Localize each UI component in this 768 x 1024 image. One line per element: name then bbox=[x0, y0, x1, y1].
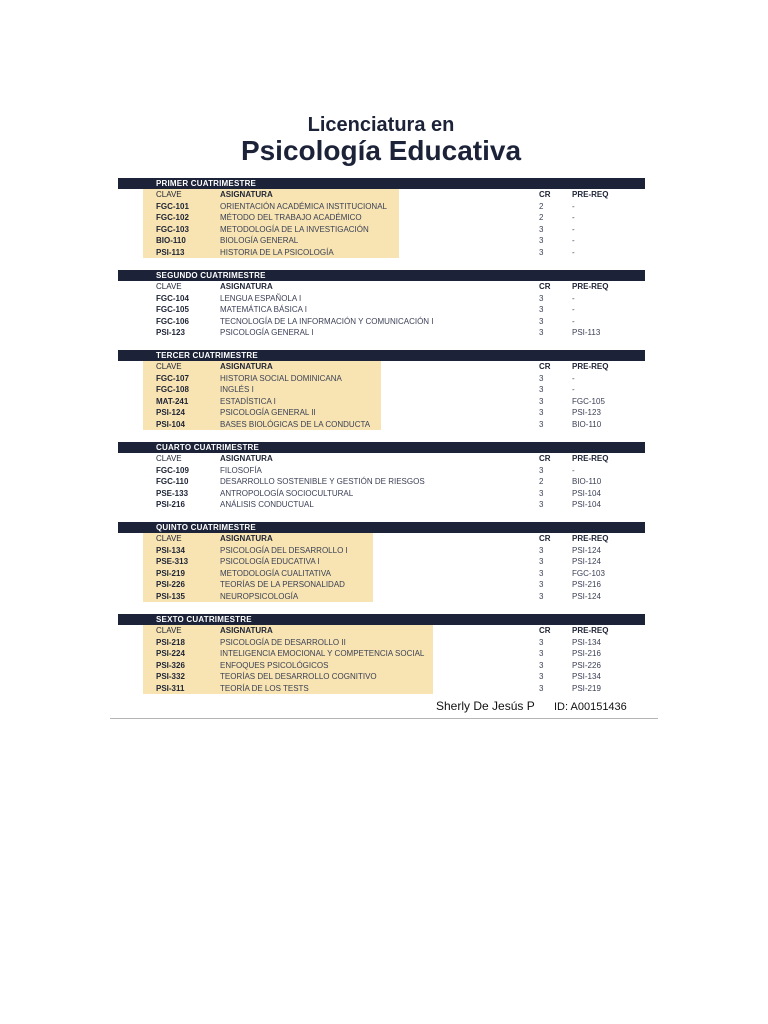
column-header-cr: CR bbox=[539, 282, 551, 291]
table-row bbox=[118, 212, 645, 224]
table-header-row bbox=[118, 281, 645, 293]
course-prereq: FGC-105 bbox=[572, 396, 605, 406]
course-credits: 3 bbox=[539, 385, 544, 394]
course-prereq: PSI-226 bbox=[572, 660, 601, 670]
table-row bbox=[118, 235, 645, 247]
course-credits: 3 bbox=[539, 672, 544, 681]
course-credits: 3 bbox=[539, 465, 544, 475]
course-credits: 3 bbox=[539, 580, 544, 589]
table-row bbox=[118, 488, 645, 500]
course-code: PSI-134 bbox=[156, 545, 185, 555]
course-prereq: - bbox=[572, 305, 575, 314]
course-prereq: PSI-104 bbox=[572, 488, 601, 498]
course-credits: 3 bbox=[539, 557, 544, 566]
table-row bbox=[118, 407, 645, 419]
column-header-asignatura: ASIGNATURA bbox=[220, 362, 273, 371]
course-credits: 3 bbox=[539, 568, 544, 578]
course-name: TEORÍAS DE LA PERSONALIDAD bbox=[220, 580, 345, 589]
semester-block bbox=[118, 178, 645, 258]
column-header-clave: CLAVE bbox=[156, 454, 182, 463]
course-name: MATEMÁTICA BÁSICA I bbox=[220, 305, 307, 314]
course-prereq: PSI-124 bbox=[572, 591, 601, 601]
column-header-prereq: PRE-REQ bbox=[572, 190, 609, 199]
course-name: FILOSOFÍA bbox=[220, 465, 262, 475]
table-header-row bbox=[118, 453, 645, 465]
table-row bbox=[118, 637, 645, 649]
course-code: PSI-311 bbox=[156, 683, 185, 693]
course-prereq: - bbox=[572, 236, 575, 245]
course-name: METODOLOGÍA DE LA INVESTIGACIÓN bbox=[220, 224, 369, 234]
column-header-clave: CLAVE bbox=[156, 534, 182, 543]
column-header-clave: CLAVE bbox=[156, 282, 182, 291]
course-credits: 3 bbox=[539, 649, 544, 658]
semester-title: PRIMER CUATRIMESTRE bbox=[118, 178, 645, 189]
course-name: INTELIGENCIA EMOCIONAL Y COMPETENCIA SOCIAL bbox=[220, 649, 425, 658]
course-code: FGC-101 bbox=[156, 201, 189, 211]
table-row bbox=[118, 648, 645, 660]
semester-title: QUINTO CUATRIMESTRE bbox=[118, 522, 645, 533]
course-code: FGC-106 bbox=[156, 316, 189, 326]
course-credits: 3 bbox=[539, 408, 544, 417]
course-code: PSI-135 bbox=[156, 591, 185, 601]
course-prereq: PSI-216 bbox=[572, 580, 601, 589]
table-row bbox=[118, 396, 645, 408]
course-code: FGC-107 bbox=[156, 373, 189, 383]
course-credits: 3 bbox=[539, 247, 544, 257]
column-header-asignatura: ASIGNATURA bbox=[220, 282, 273, 291]
course-name: NEUROPSICOLOGÍA bbox=[220, 591, 299, 601]
semester-block bbox=[118, 350, 645, 430]
column-header-asignatura: ASIGNATURA bbox=[220, 626, 273, 635]
course-name: TEORÍAS DEL DESARROLLO COGNITIVO bbox=[220, 672, 377, 681]
course-code: FGC-104 bbox=[156, 293, 189, 303]
course-credits: 3 bbox=[539, 419, 544, 429]
course-code: FGC-102 bbox=[156, 213, 189, 222]
course-code: PSI-332 bbox=[156, 672, 185, 681]
table-row bbox=[118, 591, 645, 603]
semester-title: SEXTO CUATRIMESTRE bbox=[118, 614, 645, 625]
course-name: TECNOLOGÍA DE LA INFORMACIÓN Y COMUNICACIÓN I bbox=[220, 316, 434, 326]
table-row bbox=[118, 373, 645, 385]
course-prereq: FGC-103 bbox=[572, 568, 605, 578]
course-code: FGC-108 bbox=[156, 385, 189, 394]
course-name: TEORÍA DE LOS TESTS bbox=[220, 683, 309, 693]
course-prereq: PSI-134 bbox=[572, 637, 601, 647]
course-code: FGC-109 bbox=[156, 465, 189, 475]
course-code: FGC-110 bbox=[156, 477, 189, 486]
semester-block bbox=[118, 614, 645, 694]
column-header-cr: CR bbox=[539, 534, 551, 543]
course-prereq: PSI-124 bbox=[572, 557, 601, 566]
course-credits: 3 bbox=[539, 328, 544, 337]
course-credits: 3 bbox=[539, 488, 544, 498]
course-credits: 3 bbox=[539, 683, 544, 693]
course-name: ENFOQUES PSICOLÓGICOS bbox=[220, 660, 329, 670]
course-prereq: PSI-124 bbox=[572, 545, 601, 555]
course-prereq: - bbox=[572, 465, 575, 475]
course-credits: 3 bbox=[539, 545, 544, 555]
column-header-prereq: PRE-REQ bbox=[572, 454, 609, 463]
table-row bbox=[118, 293, 645, 305]
course-name: ESTADÍSTICA I bbox=[220, 396, 276, 406]
course-code: PSI-224 bbox=[156, 649, 185, 658]
course-code: FGC-105 bbox=[156, 305, 189, 314]
course-credits: 3 bbox=[539, 293, 544, 303]
course-credits: 3 bbox=[539, 236, 544, 245]
table-row bbox=[118, 545, 645, 557]
table-row bbox=[118, 316, 645, 328]
course-name: DESARROLLO SOSTENIBLE Y GESTIÓN DE RIESGOS bbox=[220, 477, 425, 486]
course-name: ANÁLISIS CONDUCTUAL bbox=[220, 500, 314, 509]
course-name: PSICOLOGÍA EDUCATIVA I bbox=[220, 557, 320, 566]
course-name: BASES BIOLÓGICAS DE LA CONDUCTA bbox=[220, 419, 371, 429]
table-row bbox=[118, 304, 645, 316]
course-code: PSI-219 bbox=[156, 568, 185, 578]
table-row bbox=[118, 499, 645, 511]
course-code: MAT-241 bbox=[156, 396, 189, 406]
course-prereq: PSI-123 bbox=[572, 408, 601, 417]
course-prereq: - bbox=[572, 247, 575, 257]
table-row bbox=[118, 247, 645, 259]
course-name: PSICOLOGÍA DEL DESARROLLO I bbox=[220, 545, 348, 555]
course-prereq: - bbox=[572, 385, 575, 394]
course-prereq: - bbox=[572, 201, 575, 211]
course-name: MÉTODO DEL TRABAJO ACADÉMICO bbox=[220, 213, 362, 222]
page-title: Psicología Educativa bbox=[240, 135, 522, 166]
semester-block bbox=[118, 270, 645, 339]
semester-title: TERCER CUATRIMESTRE bbox=[118, 350, 645, 361]
table-row bbox=[118, 476, 645, 488]
course-credits: 3 bbox=[539, 373, 544, 383]
table-row bbox=[118, 465, 645, 477]
column-header-prereq: PRE-REQ bbox=[572, 626, 609, 635]
course-prereq: - bbox=[572, 224, 575, 234]
course-name: METODOLOGÍA CUALITATIVA bbox=[220, 568, 331, 578]
column-header-cr: CR bbox=[539, 362, 551, 371]
table-row bbox=[118, 419, 645, 431]
course-code: PSI-216 bbox=[156, 500, 185, 509]
table-row bbox=[118, 579, 645, 591]
table-header-row bbox=[118, 533, 645, 545]
column-header-asignatura: ASIGNATURA bbox=[220, 190, 273, 199]
semester-title: SEGUNDO CUATRIMESTRE bbox=[118, 270, 645, 281]
table-header-row bbox=[118, 625, 645, 637]
course-code: PSE-133 bbox=[156, 488, 189, 498]
column-header-cr: CR bbox=[539, 454, 551, 463]
column-header-clave: CLAVE bbox=[156, 362, 182, 371]
table-row bbox=[118, 671, 645, 683]
row-highlight bbox=[143, 625, 433, 637]
course-prereq: PSI-104 bbox=[572, 500, 601, 509]
column-header-asignatura: ASIGNATURA bbox=[220, 534, 273, 543]
course-credits: 3 bbox=[539, 396, 544, 406]
table-row bbox=[118, 660, 645, 672]
table-row bbox=[118, 201, 645, 213]
semester-block bbox=[118, 522, 645, 602]
course-name: ANTROPOLOGÍA SOCIOCULTURAL bbox=[220, 488, 354, 498]
course-prereq: BIO-110 bbox=[572, 419, 602, 429]
course-code: PSI-113 bbox=[156, 247, 185, 257]
semester-title: CUARTO CUATRIMESTRE bbox=[118, 442, 645, 453]
table-row bbox=[118, 224, 645, 236]
table-header-row bbox=[118, 361, 645, 373]
column-header-cr: CR bbox=[539, 626, 551, 635]
course-code: PSI-123 bbox=[156, 328, 185, 337]
course-name: HISTORIA SOCIAL DOMINICANA bbox=[220, 373, 342, 383]
course-credits: 3 bbox=[539, 660, 544, 670]
course-name: BIOLOGÍA GENERAL bbox=[220, 236, 299, 245]
table-row bbox=[118, 556, 645, 568]
table-row bbox=[118, 327, 645, 339]
column-header-prereq: PRE-REQ bbox=[572, 534, 609, 543]
column-header-clave: CLAVE bbox=[156, 626, 182, 635]
course-code: PSI-124 bbox=[156, 408, 185, 417]
course-prereq: PSI-219 bbox=[572, 683, 601, 693]
course-code: PSI-104 bbox=[156, 419, 185, 429]
course-credits: 3 bbox=[539, 591, 544, 601]
course-name: INGLÉS I bbox=[220, 385, 254, 394]
column-header-clave: CLAVE bbox=[156, 190, 182, 199]
divider-line bbox=[110, 718, 658, 719]
course-prereq: - bbox=[572, 316, 575, 326]
course-code: BIO-110 bbox=[156, 236, 186, 245]
course-prereq: PSI-134 bbox=[572, 672, 601, 681]
course-prereq: PSI-216 bbox=[572, 649, 601, 658]
student-name: Sherly De Jesús P bbox=[436, 699, 535, 713]
course-code: PSI-226 bbox=[156, 580, 185, 589]
course-prereq: - bbox=[572, 213, 575, 222]
course-credits: 3 bbox=[539, 305, 544, 314]
course-prereq: PSI-113 bbox=[572, 328, 601, 337]
course-name: LENGUA ESPAÑOLA I bbox=[220, 293, 302, 303]
course-credits: 3 bbox=[539, 637, 544, 647]
course-credits: 2 bbox=[539, 477, 544, 486]
table-row bbox=[118, 568, 645, 580]
semester-block bbox=[118, 442, 645, 511]
column-header-asignatura: ASIGNATURA bbox=[220, 454, 273, 463]
column-header-cr: CR bbox=[539, 190, 551, 199]
course-credits: 2 bbox=[539, 201, 544, 211]
column-header-prereq: PRE-REQ bbox=[572, 282, 609, 291]
course-name: ORIENTACIÓN ACADÉMICA INSTITUCIONAL bbox=[220, 201, 387, 211]
course-credits: 3 bbox=[539, 316, 544, 326]
course-code: PSI-326 bbox=[156, 660, 185, 670]
table-row bbox=[118, 384, 645, 396]
title-line-1: Licenciatura en bbox=[307, 114, 455, 136]
course-prereq: - bbox=[572, 293, 575, 303]
course-code: PSI-218 bbox=[156, 637, 185, 647]
course-name: PSICOLOGÍA DE DESARROLLO II bbox=[220, 637, 346, 647]
table-header-row bbox=[118, 189, 645, 201]
course-code: PSE-313 bbox=[156, 557, 189, 566]
course-credits: 3 bbox=[539, 500, 544, 509]
course-credits: 3 bbox=[539, 224, 544, 234]
course-credits: 2 bbox=[539, 213, 544, 222]
course-prereq: - bbox=[572, 373, 575, 383]
student-id: ID: A00151436 bbox=[554, 701, 627, 713]
course-prereq: BIO-110 bbox=[572, 477, 602, 486]
table-row bbox=[118, 683, 645, 695]
column-header-prereq: PRE-REQ bbox=[572, 362, 609, 371]
course-code: FGC-103 bbox=[156, 224, 189, 234]
course-name: PSICOLOGÍA GENERAL I bbox=[220, 328, 314, 337]
course-name: HISTORIA DE LA PSICOLOGÍA bbox=[220, 247, 334, 257]
course-name: PSICOLOGÍA GENERAL II bbox=[220, 408, 316, 417]
